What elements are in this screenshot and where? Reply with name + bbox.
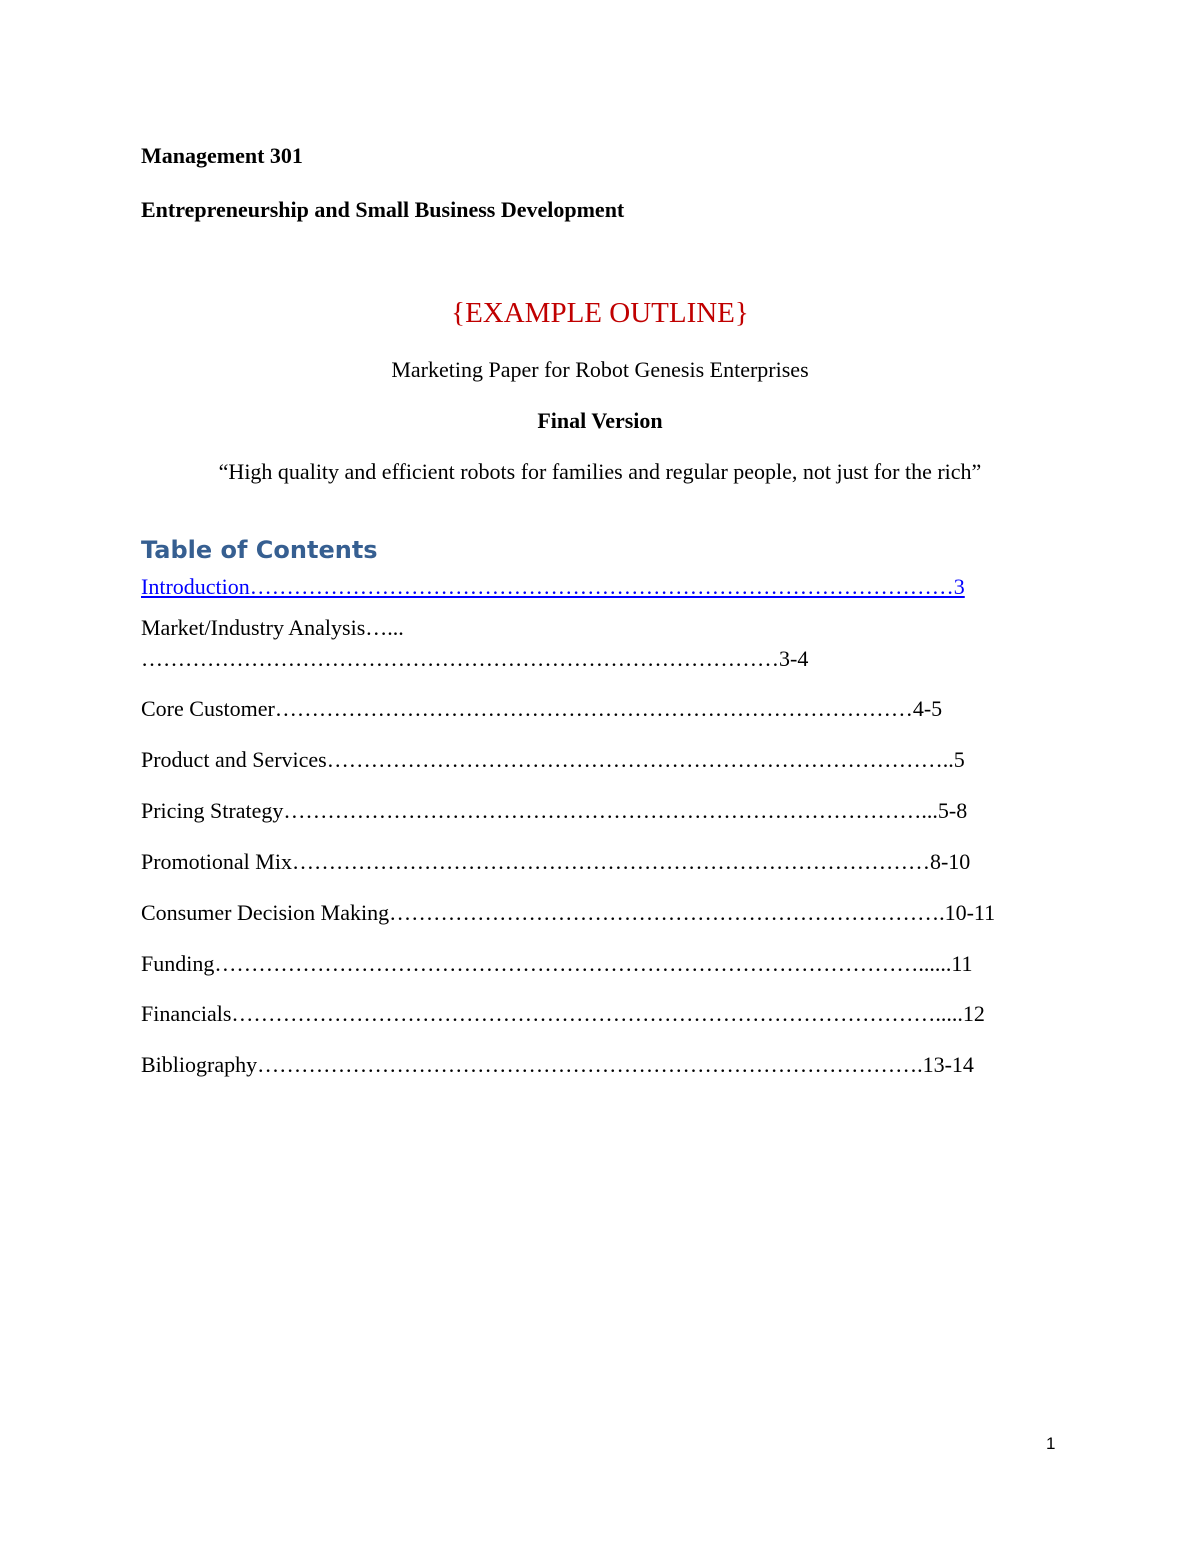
toc-entry-product-and-services: Product and Services…………………………………………………………………………..5 — [141, 747, 965, 772]
toc-heading: Table of Contents — [141, 536, 378, 564]
toc-entry-promotional-mix: Promotional Mix……………………………………………………………………………8-10 — [141, 849, 971, 874]
toc-entry-introduction[interactable] — [141, 574, 965, 600]
company-tagline: “High quality and efficient robots for families and regular people, not just for the rich” — [218, 459, 982, 484]
course-title: Entrepreneurship and Small Business Development — [141, 197, 625, 222]
toc-entry-consumer-decision-making: Consumer Decision Making………………………………………………………………….10-11 — [141, 900, 996, 925]
paper-subtitle: Marketing Paper for Robot Genesis Enterprises — [391, 357, 809, 382]
version-label: Final Version — [537, 408, 663, 433]
toc-entry-bibliography: Bibliography……………………………………………………………………………….13-14 — [141, 1052, 974, 1077]
toc-entry-core-customer: Core Customer……………………………………………………………………………4-5 — [141, 696, 943, 721]
toc-link-introduction[interactable]: Introduction……………………………………………………………………………………3 — [141, 574, 965, 599]
toc-entry-market-industry-analysis-continuation: ……………………………………………………………………………3-4 — [141, 646, 809, 671]
toc-entry-financials: Financials…………………………………………………………………………………….....12 — [141, 1001, 985, 1026]
example-outline-label: {EXAMPLE OUTLINE} — [451, 297, 749, 329]
toc-entry-market-industry-analysis: Market/Industry Analysis…... — [141, 615, 404, 640]
toc-entry-funding: Funding……………………………………………………………………………………......11 — [141, 951, 973, 976]
toc-entry-pricing-strategy: Pricing Strategy……………………………………………………………………………...5-8 — [141, 798, 968, 823]
course-code: Management 301 — [141, 143, 303, 168]
page-number: 1 — [1046, 1434, 1056, 1453]
